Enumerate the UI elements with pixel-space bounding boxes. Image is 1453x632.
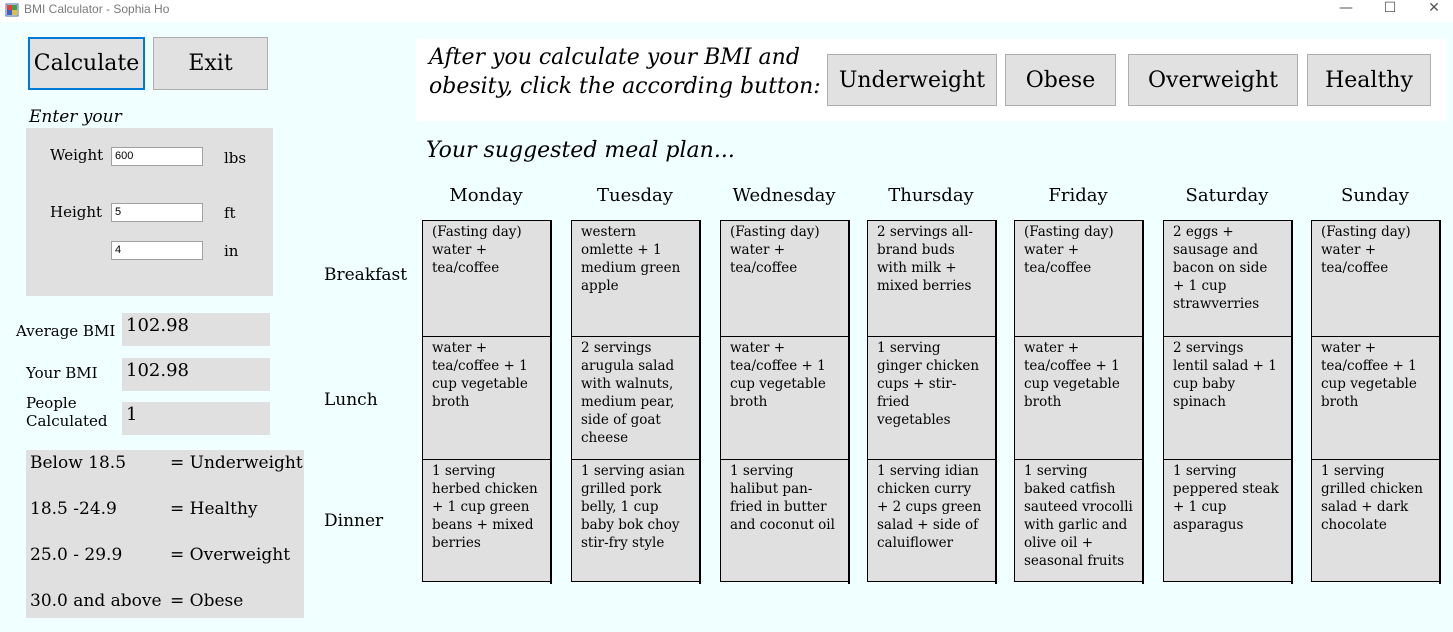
day-header-wednesday: Wednesday (732, 185, 836, 206)
people-label-line1: People (26, 394, 77, 412)
meal-cell-saturday-lunch: 2 servings lentil salad + 1 cup baby spinach (1163, 336, 1292, 460)
input-panel (26, 128, 273, 296)
lunch-label: Lunch (324, 390, 378, 410)
average-bmi-label: Average BMI (16, 322, 116, 340)
day-header-tuesday: Tuesday (597, 185, 673, 206)
meal-cell-saturday-dinner: 1 serving peppered steak + 1 cup asparagus (1163, 459, 1292, 582)
healthy-button[interactable]: Healthy (1307, 54, 1431, 106)
client-area (0, 22, 1453, 632)
column-border (1291, 220, 1293, 584)
your-bmi-output: 102.98 (122, 358, 270, 391)
title-bar (0, 0, 1453, 22)
column-border (1142, 220, 1144, 584)
meal-cell-thursday-dinner: 1 serving idian chicken curry + 2 cups green salad + side of caluiflower (867, 459, 996, 582)
obese-button[interactable]: Obese (1005, 54, 1116, 106)
calculate-button[interactable]: Calculate (28, 37, 145, 90)
meal-cell-sunday-lunch: water + tea/coffee + 1 cup vegetable broth (1311, 336, 1440, 460)
day-header-sunday: Sunday (1341, 185, 1409, 206)
instruction-line1: After you calculate your BMI and (429, 45, 800, 70)
meal-cell-thursday-breakfast: 2 servings all-brand buds with milk + mixed berries (867, 220, 996, 337)
scale-category-obese: = Obese (170, 591, 244, 611)
meal-plan-title: Your suggested meal plan... (426, 138, 735, 163)
scale-range-underweight: Below 18.5 (30, 453, 127, 473)
scale-category-underweight: = Underweight (170, 453, 303, 473)
breakfast-label: Breakfast (324, 265, 408, 285)
meal-cell-sunday-dinner: 1 serving grilled chicken salad + dark chocolate (1311, 459, 1440, 582)
maximize-button[interactable]: ☐ (1383, 0, 1397, 16)
meal-cell-wednesday-dinner: 1 serving halibut pan-fried in butter and coconut oil (720, 459, 849, 582)
instruction-line2: obesity, click the according button: (429, 74, 821, 99)
scale-range-overweight: 25.0 - 29.9 (30, 545, 123, 565)
scale-range-healthy: 18.5 -24.9 (30, 499, 117, 519)
column-border (848, 220, 850, 584)
column-border (1439, 220, 1441, 584)
people-calculated-label (26, 394, 108, 430)
column-border (699, 220, 701, 584)
close-button[interactable]: ✕ (1428, 0, 1440, 16)
scale-category-healthy: = Healthy (170, 499, 258, 519)
meal-cell-wednesday-breakfast: (Fasting day) water + tea/coffee (720, 220, 849, 337)
meal-cell-monday-breakfast: (Fasting day) water + tea/coffee (422, 220, 551, 337)
meal-cell-saturday-breakfast: 2 eggs + sausage and bacon on side + 1 cup strawverries (1163, 220, 1292, 337)
overweight-button[interactable]: Overweight (1128, 54, 1298, 106)
weight-label: Weight (50, 146, 104, 164)
column-border (995, 220, 997, 584)
height-in-input[interactable]: 4 (111, 241, 203, 260)
underweight-button[interactable]: Underweight (827, 54, 997, 106)
height-in-unit: in (224, 242, 239, 260)
scale-category-overweight: = Overweight (170, 545, 291, 565)
bmi-scale-panel (26, 450, 304, 618)
day-header-friday: Friday (1048, 185, 1108, 206)
day-header-thursday: Thursday (888, 185, 974, 206)
weight-input[interactable]: 600 (111, 147, 203, 166)
window-title: BMI Calculator - Sophia Ho (24, 2, 170, 16)
meal-cell-friday-dinner: 1 serving baked catfish sauteed vrocolli with garlic and olive oil + seasonal fruits (1014, 459, 1143, 582)
instruction-text (429, 43, 821, 101)
people-label-line2: Calculated (26, 412, 108, 430)
instruction-bar (416, 39, 1447, 121)
meal-cell-sunday-breakfast: (Fasting day) water + tea/coffee (1311, 220, 1440, 337)
day-header-monday: Monday (449, 185, 523, 206)
meal-cell-friday-lunch: water + tea/coffee + 1 cup vegetable broth (1014, 336, 1143, 460)
people-calculated-output: 1 (122, 402, 270, 435)
meal-cell-friday-breakfast: (Fasting day) water + tea/coffee (1014, 220, 1143, 337)
exit-button[interactable]: Exit (153, 37, 268, 90)
app-icon (5, 3, 19, 17)
height-ft-unit: ft (224, 204, 236, 222)
minimize-button[interactable]: — (1339, 0, 1353, 16)
meal-cell-tuesday-dinner: 1 serving asian grilled pork belly, 1 cup baby bok choy stir-fry style (571, 459, 700, 582)
dinner-label: Dinner (324, 511, 384, 531)
meal-cell-tuesday-breakfast: western omlette + 1 medium green apple (571, 220, 700, 337)
height-label: Height (50, 203, 103, 221)
weight-unit: lbs (224, 149, 247, 167)
day-header-saturday: Saturday (1185, 185, 1269, 206)
your-bmi-label: Your BMI (26, 364, 98, 382)
average-bmi-output: 102.98 (122, 313, 270, 346)
meal-cell-monday-lunch: water + tea/coffee + 1 cup vegetable broth (422, 336, 551, 460)
meal-cell-monday-dinner: 1 serving herbed chicken + 1 cup green beans + mixed berries (422, 459, 551, 582)
meal-cell-tuesday-lunch: 2 servings arugula salad with walnuts, medium pear, side of goat cheese (571, 336, 700, 460)
meal-cell-wednesday-lunch: water + tea/coffee + 1 cup vegetable broth (720, 336, 849, 460)
scale-range-obese: 30.0 and above (30, 591, 162, 611)
height-ft-input[interactable]: 5 (111, 203, 203, 222)
meal-cell-thursday-lunch: 1 serving ginger chicken cups + stir-fried vegetables (867, 336, 996, 460)
enter-your-heading: Enter your (29, 107, 122, 127)
column-border (550, 220, 552, 584)
